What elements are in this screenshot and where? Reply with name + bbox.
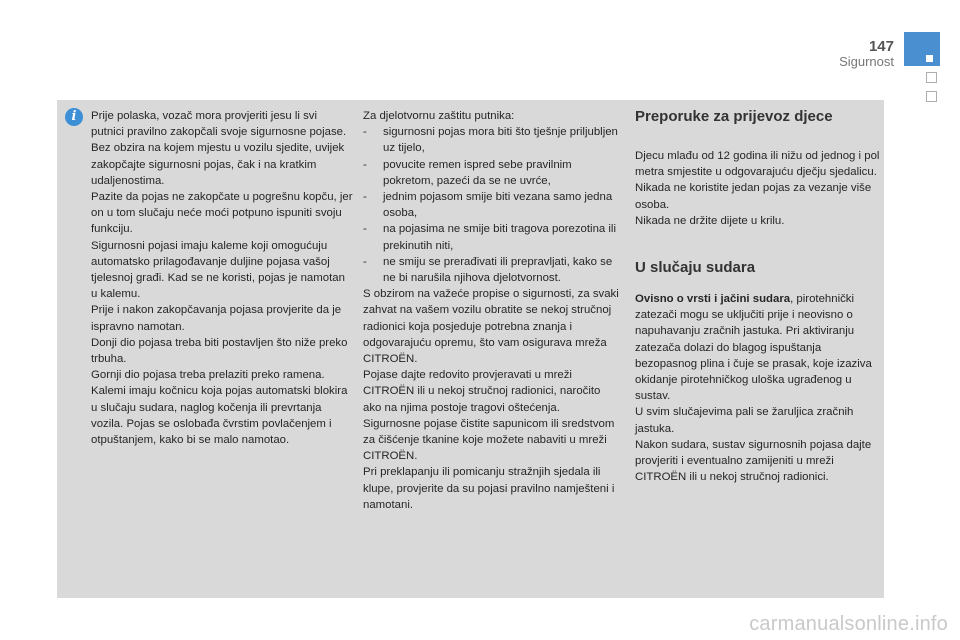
paragraph: Pojase dajte redovito provjeravati u mreži CITROËN ili u nekoj stručnoj radionici, naročito ako na njima postoje tragovi oštećenja. (363, 369, 601, 414)
list-item (363, 221, 621, 253)
protection-column (363, 108, 621, 513)
paragraph: U svim slučajevima pali se žaruljica zračnih jastuka. (635, 406, 854, 435)
heading-crash: U slučaju sudara (635, 259, 756, 277)
watermark: carmanualsonline.info (749, 613, 948, 635)
paragraph: Prije i nakon zakopčavanja pojasa provjerite da je ispravno namotan. (91, 304, 342, 333)
paragraph: Donji dio pojasa treba biti postavljen što niže preko trbuha. (91, 336, 348, 366)
section-title: Sigurnost (839, 54, 894, 69)
paragraph: Nikada ne držite dijete u krilu. (635, 214, 785, 227)
list-item-text: na pojasima ne smije biti tragova porezotina ili prekinutih niti, (383, 223, 616, 252)
list-item-text: jednim pojasom smije biti vezana samo jedna osoba, (383, 191, 613, 220)
dash-marker: - (363, 191, 367, 204)
page-number: 147 (868, 38, 894, 55)
lead-bold-text: Ovisno o vrsti i jačini sudara (635, 293, 791, 306)
list-item (363, 157, 621, 189)
dash-marker: - (363, 255, 367, 268)
paragraph: Sigurnosne pojase čistite sapunicom ili sredstvom za čišćenje tkanine koje možete nabaviti u mreži CITROËN. (363, 417, 615, 463)
paragraph: Prije polaska, vozač mora provjeriti jesu li svi putnici pravilno zakopčali svoje sigurnosne pojase. (91, 110, 347, 139)
paragraph: Djecu mlađu od 12 godina ili nižu od jednog i pol metra smjestite u odgovarajuću dječju sjedalicu. (635, 150, 880, 179)
intro-text: Za djelotvornu zaštitu putnika: (363, 110, 515, 122)
dash-marker: - (363, 126, 367, 139)
info-icon: i (65, 108, 83, 126)
paragraph (635, 291, 885, 404)
children-crash-column (635, 108, 885, 485)
heading-child-transport: Preporuke za prijevoz djece (635, 108, 833, 125)
paragraph: Nikada ne koristite jedan pojas za vezanje više osoba. (635, 182, 872, 211)
list-item-text: sigurnosni pojas mora biti što tješnje priljubljen uz tijelo, (383, 126, 618, 155)
paragraph: Kalemi imaju kočnicu koja pojas automatski blokira u slučaju sudara, naglog kočenja ili prevrtanja vozila. Pojas se oslobađa čvrstim povlačenjem i otpuštanjem, kako bi se malo namotao. (91, 385, 348, 447)
list-item (363, 124, 621, 156)
paragraph: S obzirom na važeće propise o sigurnosti, za svaki zahvat na vašem vozilu obratite se nekoj stručnoj radionici koja posjeduje potrebna znanja i odgovarajuću opremu, što vam osigurava mreža CITROËN. (363, 288, 619, 366)
paragraph: Gornji dio pojasa treba prelaziti preko ramena. (91, 369, 325, 382)
list-item-text: povucite remen ispred sebe pravilnim pokretom, pazeći da se ne uvrće, (383, 158, 572, 187)
dash-marker: - (363, 158, 367, 171)
dash-marker: - (363, 223, 367, 236)
list-item (363, 254, 621, 286)
list-item-text: ne smiju se prerađivati ili prepravljati, kako se ne bi narušila njihova djelotvornost. (383, 255, 613, 285)
tab-outline-icon (926, 72, 937, 83)
paragraph: Sigurnosni pojasi imaju kaleme koji omogućuju automatsko prilagođavanje duljine pojasa vašoj tjelesnoj građi. Kad se ne koristi, pojas je namotan u kalemu. (91, 239, 345, 301)
tab-outline-icon (926, 91, 937, 102)
paragraph: Bez obzira na kojem mjestu u vozilu sjedite, uvijek zakopčajte sigurnosni pojas, čak i na kratkim udaljenostima. (91, 142, 345, 187)
info-column (91, 108, 353, 448)
section-tab (904, 32, 940, 66)
lead-text: , pirotehnički zatezači mogu se uključiti prije i neovisno o napuhavanju zračnih jastuka. Pri aktiviranju zatezača dolazi do blagog ispuštanja bezopasnog plina i čuje se prasak, koje izaziva okidanje pirotehničkog uloška ugrađenog u sustav. (635, 293, 872, 403)
paragraph: Pazite da pojas ne zakopčate u pogrešnu kopču, jer on u tom slučaju neće moći potpuno ispuniti svoju funkciju. (91, 191, 353, 236)
list-item (363, 189, 621, 221)
section-tab-marker-icon (926, 55, 933, 62)
paragraph: Nakon sudara, sustav sigurnosnih pojasa dajte provjeriti i eventualno zamijeniti u mreži CITROËN ili u nekoj stručnoj radionici. (635, 438, 872, 484)
paragraph: Pri preklapanju ili pomicanju stražnjih sjedala ili klupe, provjerite da su pojasi pravilno namješteni i namotani. (363, 466, 615, 511)
